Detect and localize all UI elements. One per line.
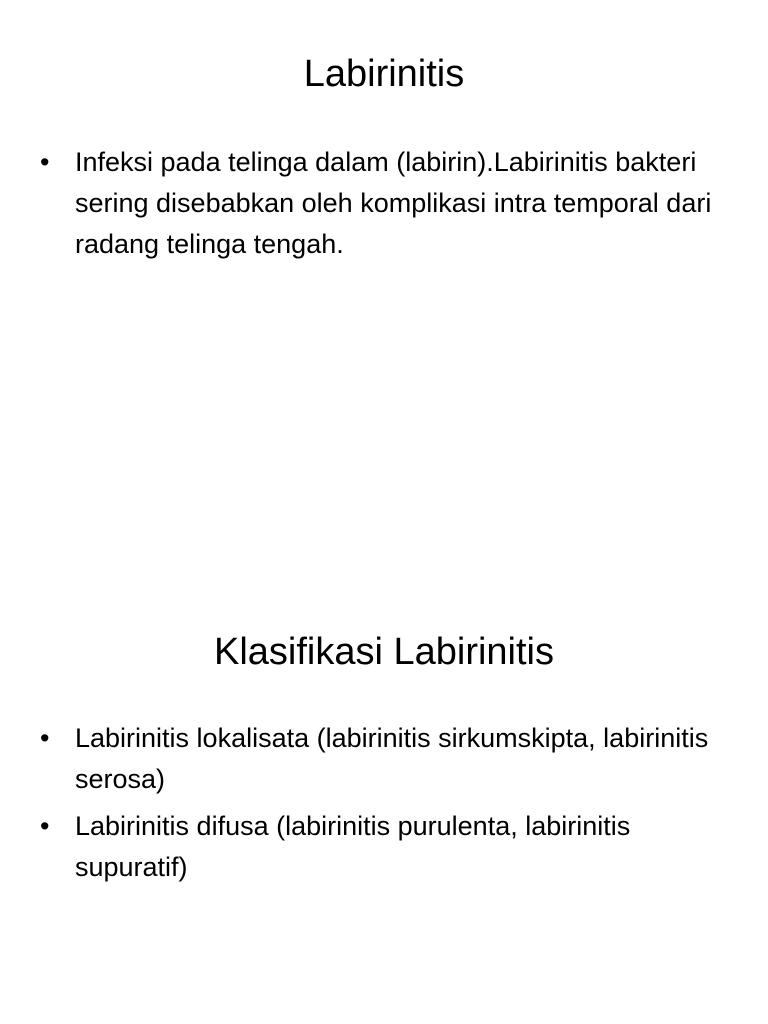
- bullet-icon: •: [40, 723, 50, 753]
- bullet-icon: •: [40, 147, 50, 177]
- bullet-text: Labirinitis lokalisata (labirinitis sirkumskipta, labirinitis serosa): [75, 723, 709, 794]
- bullet-icon: •: [40, 811, 50, 841]
- bullet-list: [40, 718, 740, 894]
- list-item: [40, 142, 740, 265]
- slide-title: Labirinitis: [303, 53, 465, 95]
- bullet-text: Infeksi pada telinga dalam (labirin).Labirinitis bakteri sering disebabkan oleh komplikasi intra temporal dari radang telinga tengah.: [75, 147, 712, 259]
- slide-2: [0, 512, 768, 1024]
- list-item: [40, 718, 740, 800]
- bullet-list: [40, 142, 740, 271]
- bullet-text: Labirinitis difusa (labirinitis purulenta, labirinitis supuratif): [75, 811, 631, 882]
- list-item: [40, 806, 740, 888]
- slide-title: Klasifikasi Labirinitis: [213, 631, 554, 673]
